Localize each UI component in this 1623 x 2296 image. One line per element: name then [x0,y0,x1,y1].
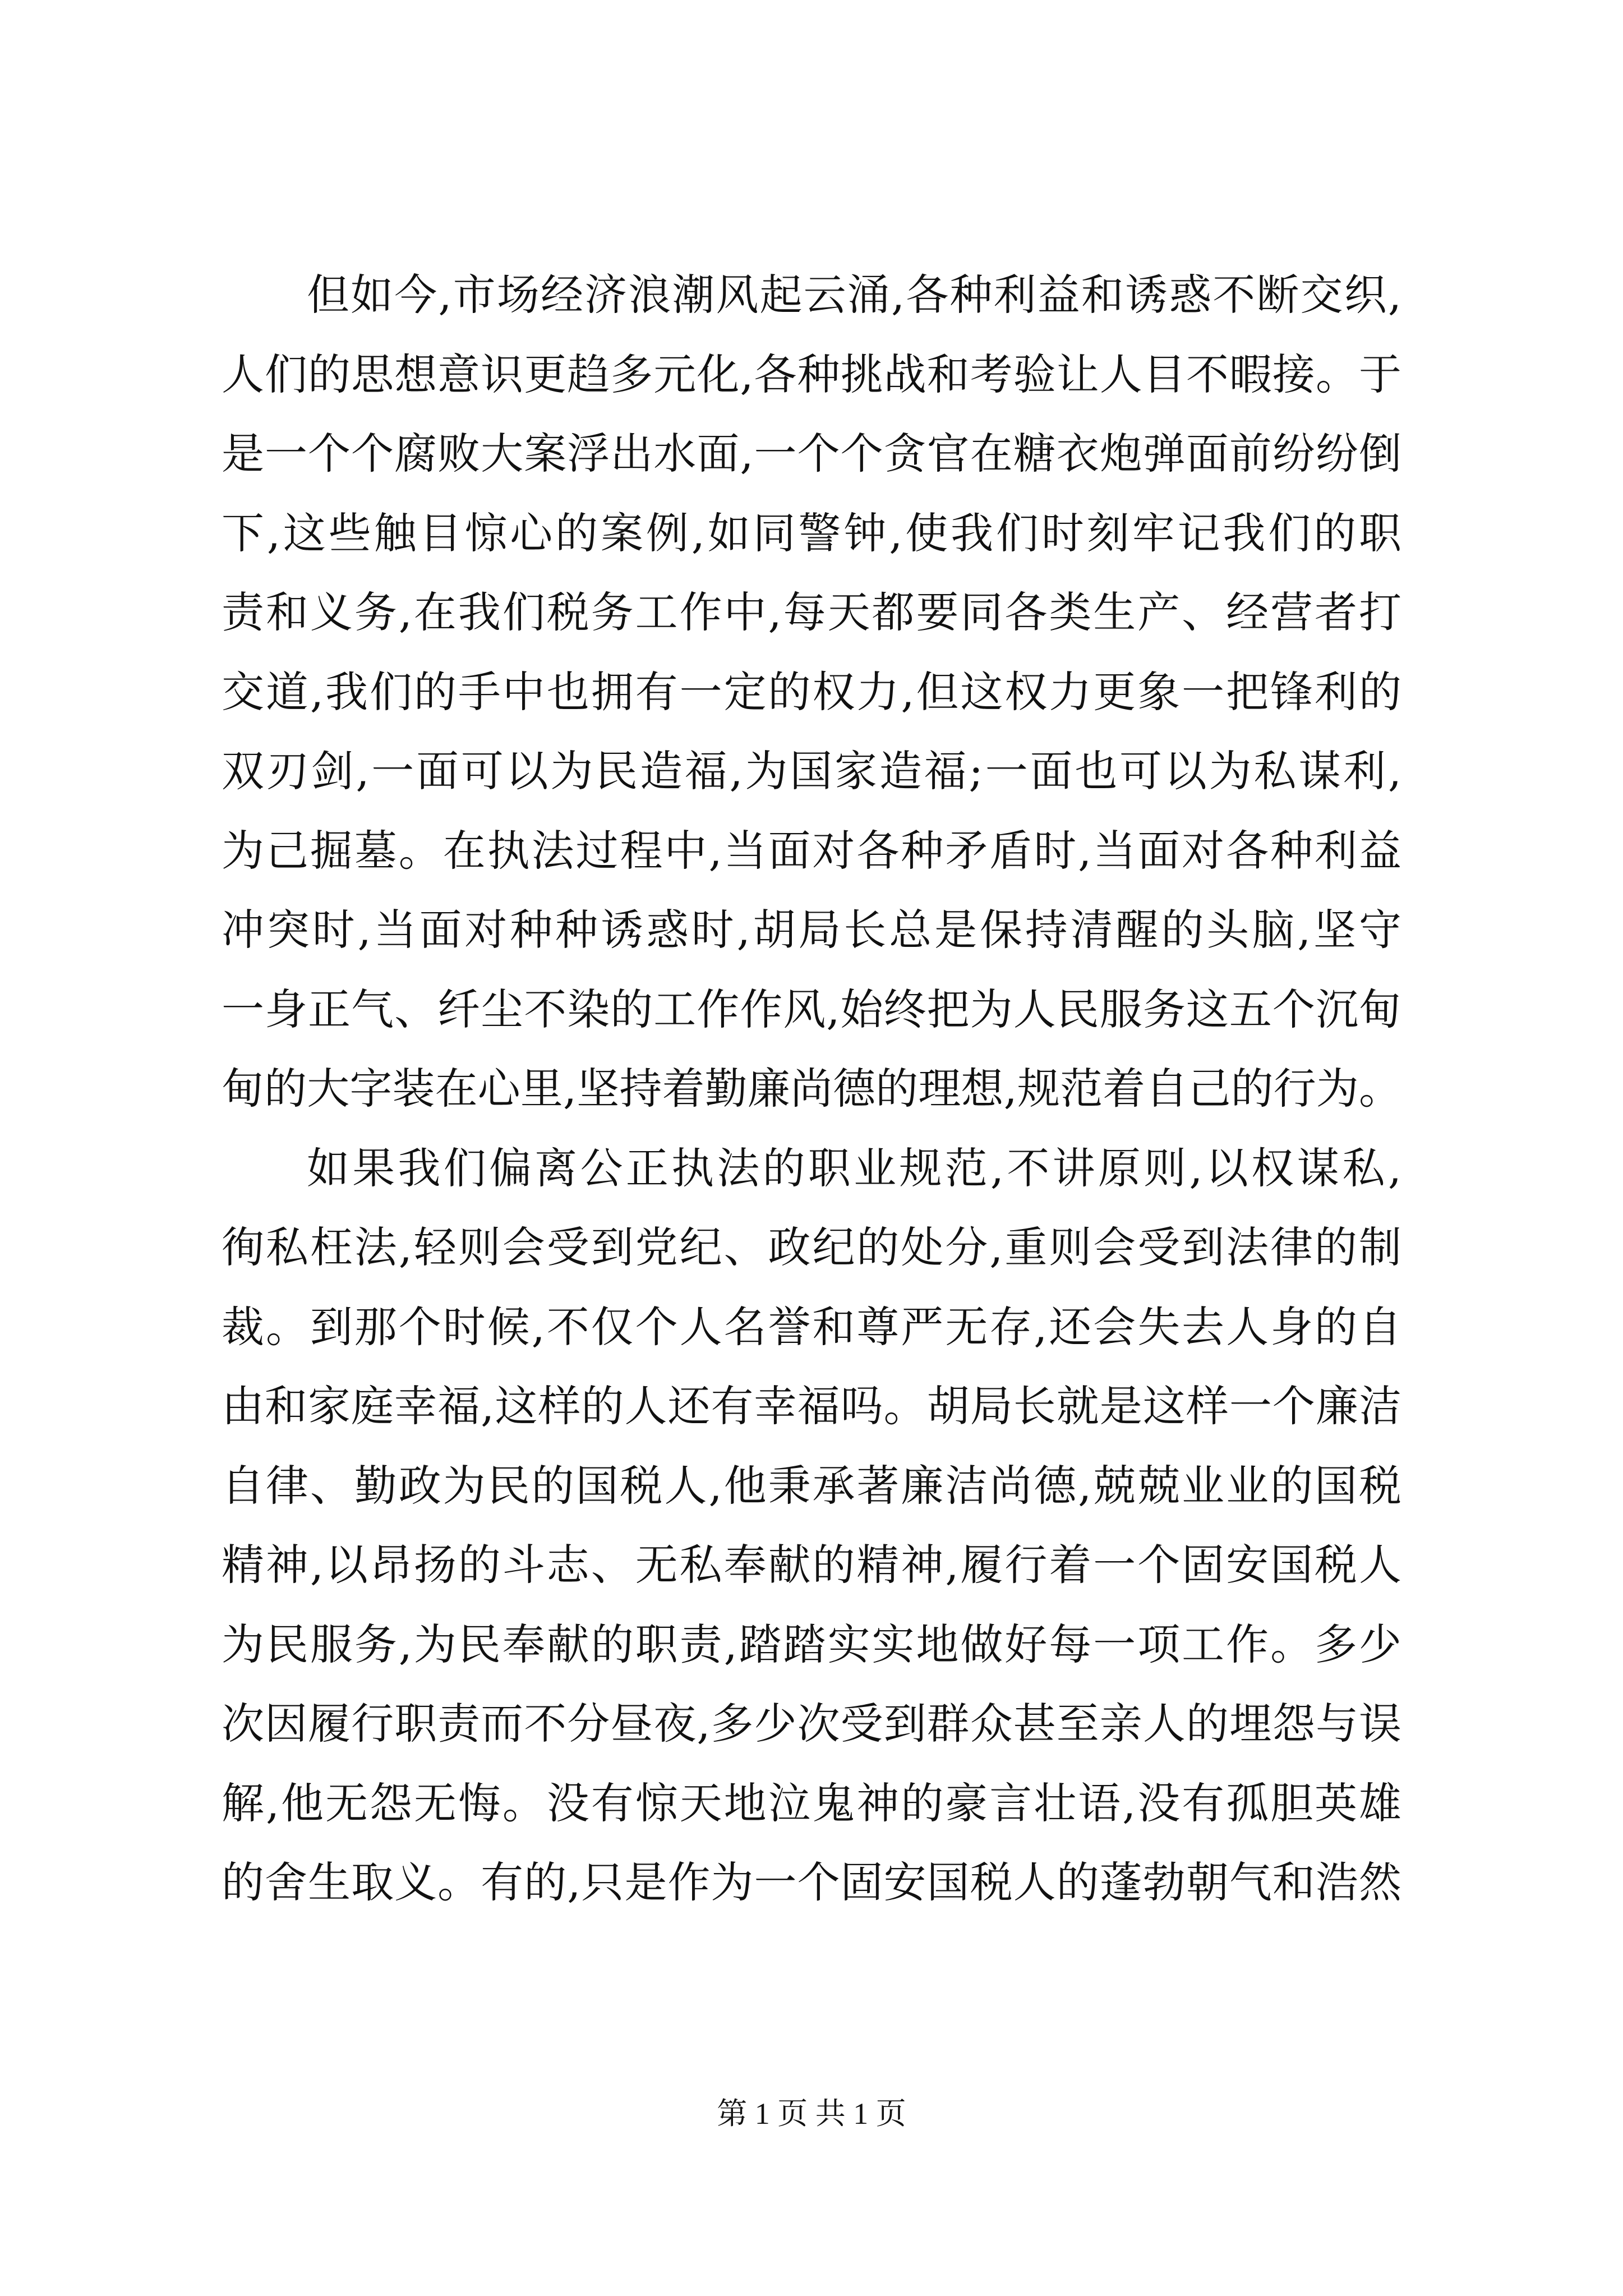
page-number-footer: 第 1 页 共 1 页 [717,2097,906,2131]
paragraph-2-line-10: 的舍生取义。有的,只是作为一个固安国税人的蓬勃朝气和浩然 [222,1857,1401,1907]
paragraph-1-line-10: 一身正气、纤尘不染的工作作风,始终把为人民服务这五个沉甸 [222,984,1401,1034]
paragraph-2-line-2: 徇私枉法,轻则会受到党纪、政纪的处分,重则会受到法律的制 [222,1222,1401,1272]
paragraph-1-line-3: 是一个个腐败大案浮出水面,一个个贪官在糖衣炮弹面前纷纷倒 [222,429,1401,478]
paragraph-2-line-5: 自律、勤政为民的国税人,他秉承著廉洁尚德,兢兢业业的国税 [222,1460,1401,1511]
paragraph-2-line-6: 精神,以昂扬的斗志、无私奉献的精神,履行着一个固安国税人 [222,1540,1401,1590]
paragraph-2-line-7: 为民服务,为民奉献的职责,踏踏实实地做好每一项工作。多少 [222,1619,1401,1669]
paragraph-2-line-3: 裁。到那个时候,不仅个人名誉和尊严无存,还会失去人身的自 [222,1301,1401,1352]
paragraph-1-line-11: 甸的大字装在心里,坚持着勤廉尚德的理想,规范着自己的行为。 [222,1064,1401,1114]
paragraph-2-line-1: 如果我们偏离公正执法的职业规范,不讲原则,以权谋私, [307,1143,1401,1193]
paragraph-1-line-9: 冲突时,当面对种种诱惑时,胡局长总是保持清醒的头脑,坚守 [222,905,1401,955]
paragraph-1-line-1: 但如今,市场经济浪潮风起云涌,各种利益和诱惑不断交织, [307,270,1401,320]
paragraph-1-line-4: 下,这些触目惊心的案例,如同警钟,使我们时刻牢记我们的职 [222,508,1401,558]
paragraph-2-line-4: 由和家庭幸福,这样的人还有幸福吗。胡局长就是这样一个廉洁 [222,1381,1401,1431]
paragraph-2-line-9: 解,他无怨无悔。没有惊天地泣鬼神的豪言壮语,没有孤胆英雄 [222,1778,1401,1828]
paragraph-1-line-5: 责和义务,在我们税务工作中,每天都要同各类生产、经营者打 [222,587,1401,637]
paragraph-1-line-2: 人们的思想意识更趋多元化,各种挑战和考验让人目不暇接。于 [222,349,1401,399]
paragraph-1-line-8: 为己掘墓。在执法过程中,当面对各种矛盾时,当面对各种利益 [222,825,1401,876]
paragraph-1-line-6: 交道,我们的手中也拥有一定的权力,但这权力更象一把锋利的 [222,666,1401,717]
document-body [222,255,1401,1922]
paragraph-2-line-8: 次因履行职责而不分昼夜,多少次受到群众甚至亲人的埋怨与误 [222,1699,1401,1749]
paragraph-1-line-7: 双刃剑,一面可以为民造福,为国家造福;一面也可以为私谋利, [222,746,1401,796]
